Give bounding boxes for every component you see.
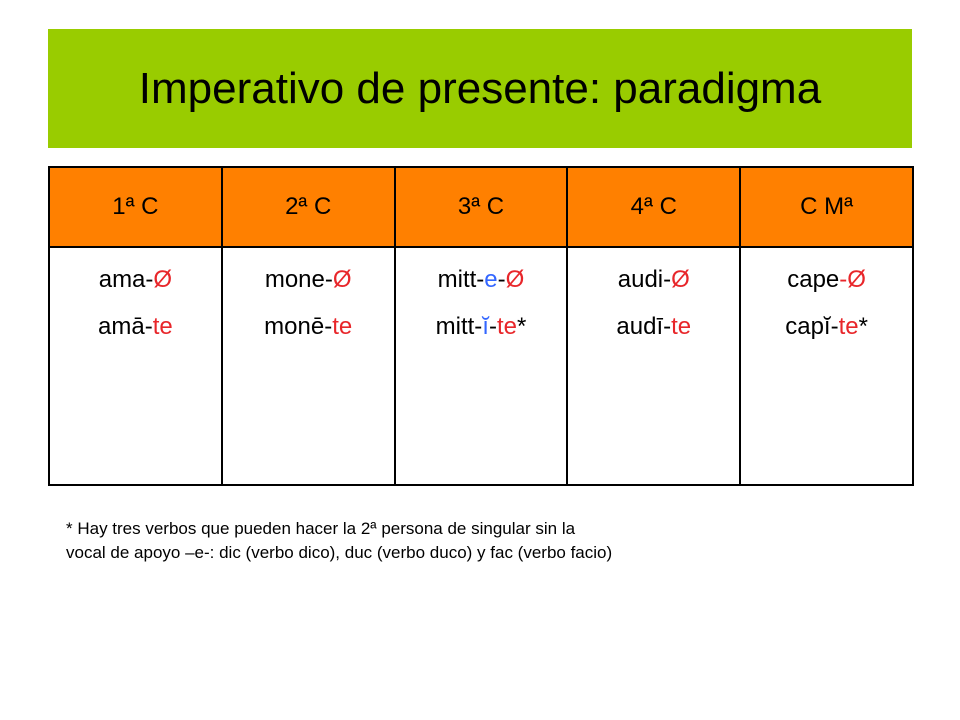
cell-c-mixta [740,247,913,485]
ending: te [838,313,859,340]
plural-form [741,315,912,339]
ending: te [496,313,517,340]
table-header-row [49,167,913,247]
thematic-vowel: ĭ [482,313,489,340]
header-c-mixta: C Mª [740,167,913,247]
stem: amā- [98,313,153,340]
footnote-line-2: vocal de apoyo –e-: dic (verbo dico), duc (verbo duco) y fac (verbo facio) [66,543,613,562]
stem: cape [787,266,840,293]
page-title: Imperativo de presente: paradigma [138,63,822,113]
footnote-line-1: * Hay tres verbos que pueden hacer la 2ª persona de singular sin la [66,519,576,538]
ending: Ø [671,266,690,293]
table-row [49,247,913,485]
plural-form [568,315,739,339]
stem: mitt- [437,266,485,293]
plural-form [396,315,567,339]
stem: ama- [98,266,154,293]
title-banner [48,29,912,148]
singular-form [568,268,739,292]
cell-4a-c [567,247,740,485]
header-3a-c: 3ª C [395,167,568,247]
footnote-marker: * [858,313,868,340]
stem: monē- [264,313,333,340]
stem: mone- [264,266,333,293]
thematic-vowel: e [484,266,498,293]
separator: - [497,266,506,293]
singular-form [741,268,912,292]
plural-form [223,315,394,339]
singular-form [50,268,221,292]
stem: audi- [617,266,672,293]
stem: capĭ- [785,313,839,340]
header-1a-c: 1ª C [49,167,222,247]
singular-form [223,268,394,292]
ending: te [152,313,173,340]
cell-2a-c [222,247,395,485]
ending: Ø [505,266,525,293]
ending: te [671,313,692,340]
conjugation-table [48,166,914,486]
header-4a-c: 4ª C [567,167,740,247]
cell-1a-c [49,247,222,485]
stem: audī- [616,313,672,340]
footnote [66,517,906,565]
footnote-marker: * [516,313,527,340]
ending: Ø [332,266,352,293]
ending: -Ø [839,266,866,293]
separator: - [488,313,497,340]
ending: te [332,313,353,340]
cell-3a-c [395,247,568,485]
stem: mitt- [435,313,483,340]
ending: Ø [153,266,173,293]
plural-form [50,315,221,339]
header-2a-c: 2ª C [222,167,395,247]
singular-form [396,268,567,292]
